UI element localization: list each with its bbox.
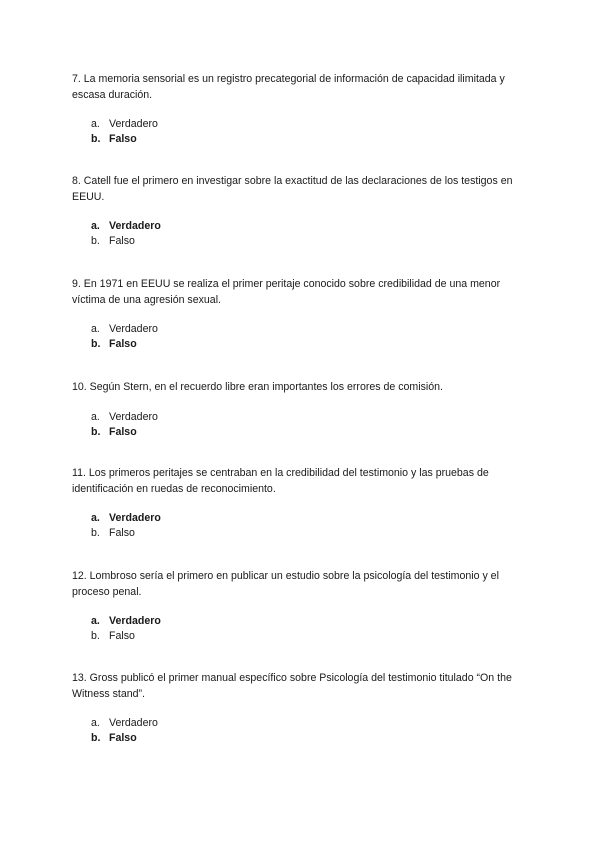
option-letter: b.	[91, 338, 101, 350]
option-label: Falso	[109, 630, 135, 642]
question-text: 7. La memoria sensorial es un registro precategorial de información de capacidad ilimitada y escasa duración.	[72, 73, 505, 101]
option-letter: b.	[91, 133, 101, 145]
option-list	[72, 614, 532, 644]
option-label: Verdadero	[109, 118, 158, 130]
option-letter: a.	[91, 410, 100, 423]
option-b-selected	[91, 731, 532, 746]
option-label: Verdadero	[109, 512, 161, 524]
option-list	[72, 219, 532, 249]
option-label: Falso	[109, 425, 137, 438]
option-b-selected	[91, 425, 532, 440]
option-a-selected	[91, 614, 532, 629]
option-a	[91, 322, 532, 337]
option-a	[91, 716, 532, 731]
option-list	[72, 322, 532, 352]
question-text: 8. Catell fue el primero en investigar sobre la exactitud de las declaraciones de los testigos en EEUU.	[72, 175, 513, 203]
option-list	[72, 410, 532, 440]
option-letter: b.	[91, 425, 101, 438]
option-a	[91, 410, 532, 425]
option-label: Verdadero	[109, 717, 158, 729]
question-text: 11. Los primeros peritajes se centraban en la credibilidad del testimonio y las pruebas de identificación en ruedas de reconocimiento.	[72, 467, 489, 495]
option-letter: a.	[91, 220, 100, 232]
option-letter: a.	[91, 717, 100, 729]
question-10	[72, 380, 532, 440]
option-label: Falso	[109, 527, 135, 539]
option-label: Falso	[109, 235, 135, 247]
option-a	[91, 117, 532, 132]
question-text: 9. En 1971 en EEUU se realiza el primer peritaje conocido sobre credibilidad de una menor víctima de una agresión sexual.	[72, 278, 501, 306]
option-list	[72, 117, 532, 147]
option-letter: a.	[91, 118, 100, 130]
option-list	[72, 716, 532, 746]
option-letter: b.	[91, 630, 100, 642]
question-7	[72, 72, 532, 147]
option-a-selected	[91, 219, 532, 234]
option-letter: a.	[91, 512, 100, 524]
question-text: 13. Gross publicó el primer manual específico sobre Psicología del testimonio titulado “On the Witness stand”.	[72, 672, 512, 700]
option-letter: b.	[91, 235, 100, 247]
option-b	[91, 526, 532, 541]
option-a-selected	[91, 511, 532, 526]
question-text: 12. Lombroso sería el primero en publicar un estudio sobre la psicología del testimonio y el proceso penal.	[72, 570, 499, 598]
option-label: Falso	[109, 732, 137, 744]
question-12	[72, 569, 532, 644]
option-letter: a.	[91, 615, 100, 627]
option-label: Verdadero	[109, 410, 158, 423]
option-b-selected	[91, 132, 532, 147]
option-letter: a.	[91, 323, 100, 335]
option-b	[91, 234, 532, 249]
option-b-selected	[91, 337, 532, 352]
question-8	[72, 174, 532, 249]
question-11	[72, 466, 532, 541]
option-b	[91, 629, 532, 644]
option-list	[72, 511, 532, 541]
option-label: Falso	[109, 133, 137, 145]
question-9	[72, 277, 532, 352]
option-label: Verdadero	[109, 220, 161, 232]
option-label: Verdadero	[109, 615, 161, 627]
question-text: 10. Según Stern, en el recuerdo libre eran importantes los errores de comisión.	[72, 381, 443, 393]
question-13	[72, 671, 532, 746]
option-letter: b.	[91, 527, 100, 539]
option-label: Falso	[109, 338, 137, 350]
option-label: Verdadero	[109, 323, 158, 335]
option-letter: b.	[91, 732, 101, 744]
